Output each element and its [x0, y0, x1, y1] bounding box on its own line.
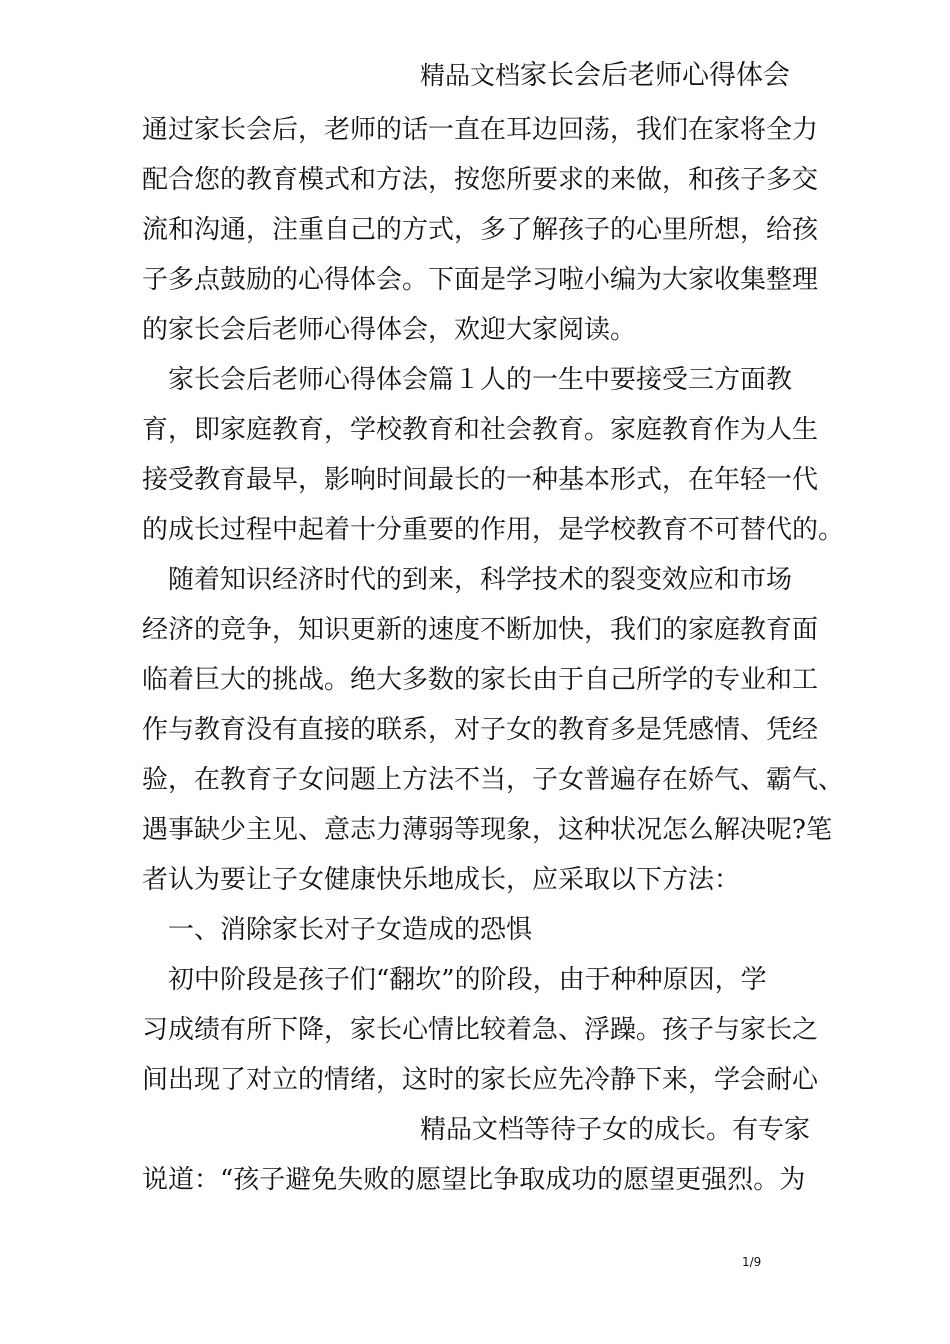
body-line-3: 流和沟通，注重自己的方式，多了解孩子的心里所想，给孩	[142, 215, 819, 245]
header-watermark: 精品文档	[420, 61, 521, 90]
footer-watermark: 精品文档	[420, 1115, 525, 1145]
body-line-11: 经济的竞争，知识更新的速度不断加快，我们的家庭教育面	[142, 615, 819, 645]
section-heading: 一、消除家长对子女造成的恐惧	[142, 915, 533, 945]
body-line-15: 遇事缺少主见、意志力薄弱等现象，这种状况怎么解决呢?笔	[142, 815, 832, 845]
body-line-22: 说道：“孩子避免失败的愿望比争取成功的愿望更强烈。为	[142, 1165, 806, 1195]
body-line-9: 的成长过程中起着十分重要的作用，是学校教育不可替代的。	[142, 515, 845, 545]
body-line-4: 子多点鼓励的心得体会。下面是学习啦小编为大家收集整理	[142, 265, 819, 295]
body-line-2: 配合您的教育模式和方法，按您所要求的来做，和孩子多交	[142, 165, 819, 195]
body-line-16: 者认为要让子女健康快乐地成长，应采取以下方法：	[142, 865, 741, 895]
body-line-20: 间出现了对立的情绪，这时的家长应先冷静下来，学会耐心	[142, 1065, 819, 1095]
body-line-14: 验，在教育子女问题上方法不当，子女普遍存在娇气、霸气、	[142, 765, 845, 795]
body-line-1: 通过家长会后，老师的话一直在耳边回荡，我们在家将全力	[142, 115, 819, 145]
document-title: 家长会后老师心得体会	[520, 60, 791, 91]
body-line-7: 育，即家庭教育，学校教育和社会教育。家庭教育作为人生	[142, 415, 819, 445]
body-line-10: 随着知识经济时代的到来，科学技术的裂变效应和市场	[142, 565, 793, 595]
page-number: 1/9	[742, 1255, 762, 1269]
body-line-12: 临着巨大的挑战。绝大多数的家长由于自己所学的专业和工	[142, 665, 819, 695]
body-line-13: 作与教育没有直接的联系，对子女的教育多是凭感情、凭经	[142, 715, 819, 745]
body-line-21: 等待子女的成长。有专家	[524, 1115, 811, 1145]
footer-watermark-line	[420, 1112, 810, 1148]
body-line-5: 的家长会后老师心得体会，欢迎大家阅读。	[142, 315, 637, 345]
body-line-6: 家长会后老师心得体会篇１人的一生中要接受三方面教	[142, 365, 793, 395]
page-header	[420, 56, 840, 96]
body-line-19: 习成绩有所下降，家长心情比较着急、浮躁。孩子与家长之	[142, 1015, 819, 1045]
body-line-18: 初中阶段是孩子们“翻坎”的阶段，由于种种原因，学	[142, 965, 767, 995]
body-line-8: 接受教育最早，影响时间最长的一种基本形式，在年轻一代	[142, 465, 819, 495]
